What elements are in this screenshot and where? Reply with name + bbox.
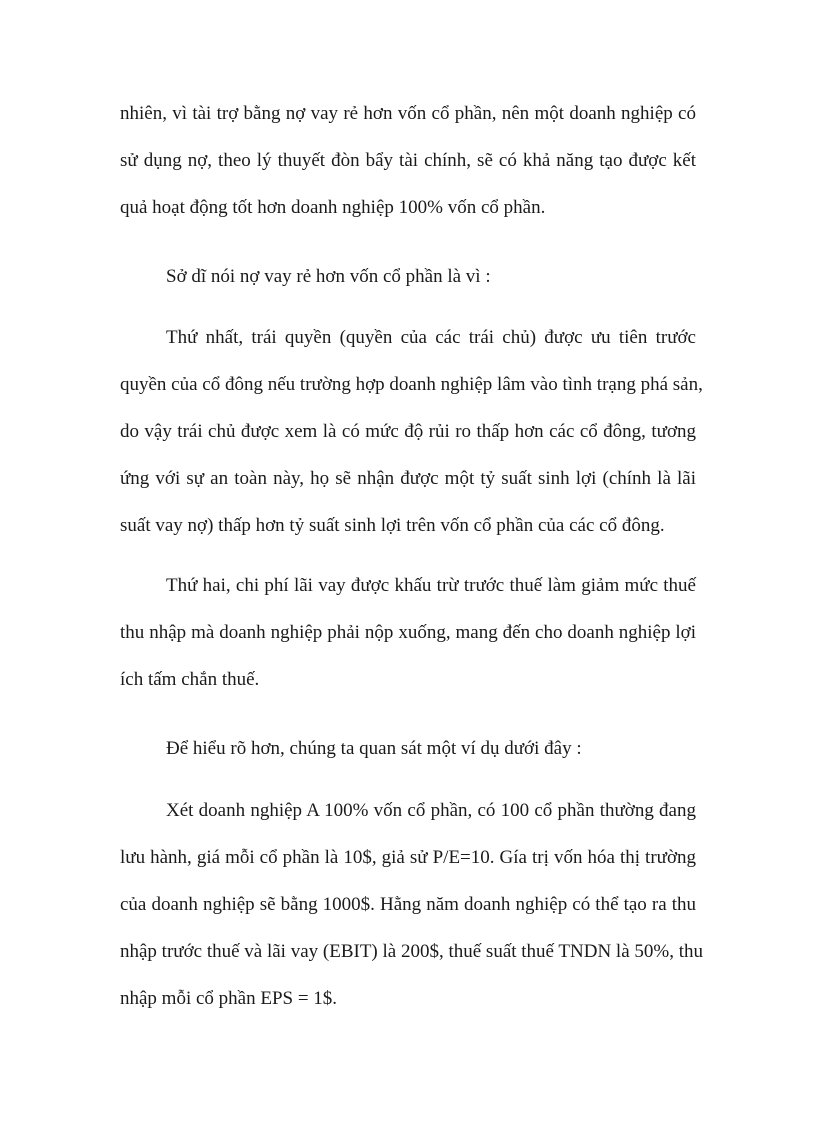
paragraph-line: của doanh nghiệp sẽ bằng 1000$. Hằng năm doanh nghiệp có thể tạo ra thu	[120, 894, 696, 915]
paragraph-line: ứng với sự an toàn này, họ sẽ nhận được một tỷ suất sinh lợi (chính là lãi	[120, 468, 696, 489]
paragraph-line: suất vay nợ) thấp hơn tỷ suất sinh lợi trên vốn cổ phần của các cổ đông.	[120, 515, 665, 536]
paragraph-1	[120, 90, 696, 231]
paragraph-line: nhập trước thuế và lãi vay (EBIT) là 200$, thuế suất thuế TNDN là 50%, thu	[120, 941, 703, 962]
paragraph-line: nhiên, vì tài trợ bằng nợ vay rẻ hơn vốn cổ phần, nên một doanh nghiệp có	[120, 103, 696, 124]
paragraph-line: sử dụng nợ, theo lý thuyết đòn bẩy tài chính, sẽ có khả năng tạo được kết	[120, 150, 696, 171]
paragraph-3	[120, 314, 703, 549]
paragraph-5	[120, 725, 696, 772]
paragraph-line: quyền của cổ đông nếu trường hợp doanh nghiệp lâm vào tình trạng phá sản,	[120, 374, 703, 395]
paragraph-line: Để hiểu rõ hơn, chúng ta quan sát một ví dụ dưới đây :	[166, 738, 582, 759]
paragraph-line: quả hoạt động tốt hơn doanh nghiệp 100% vốn cổ phần.	[120, 197, 546, 218]
paragraph-line: ích tấm chắn thuế.	[120, 669, 260, 690]
paragraph-line: do vậy trái chủ được xem là có mức độ rủi ro thấp hơn các cổ đông, tương	[120, 421, 696, 442]
paragraph-2	[120, 253, 696, 300]
paragraph-line: Sở dĩ nói nợ vay rẻ hơn vốn cổ phần là vì :	[166, 266, 491, 287]
paragraph-line: nhập mỗi cổ phần EPS = 1$.	[120, 988, 338, 1009]
paragraph-line: Thứ nhất, trái quyền (quyền của các trái chủ) được ưu tiên trước	[166, 327, 696, 348]
paragraph-4	[120, 562, 696, 703]
paragraph-line: Thứ hai, chi phí lãi vay được khấu trừ trước thuế làm giảm mức thuế	[166, 575, 696, 596]
paragraph-6	[120, 787, 703, 1022]
paragraph-line: thu nhập mà doanh nghiệp phải nộp xuống, mang đến cho doanh nghiệp lợi	[120, 622, 696, 643]
paragraph-line: Xét doanh nghiệp A 100% vốn cổ phần, có 100 cổ phần thường đang	[166, 800, 696, 821]
paragraph-line: lưu hành, giá mỗi cổ phần là 10$, giả sử P/E=10. Gía trị vốn hóa thị trường	[120, 847, 696, 868]
